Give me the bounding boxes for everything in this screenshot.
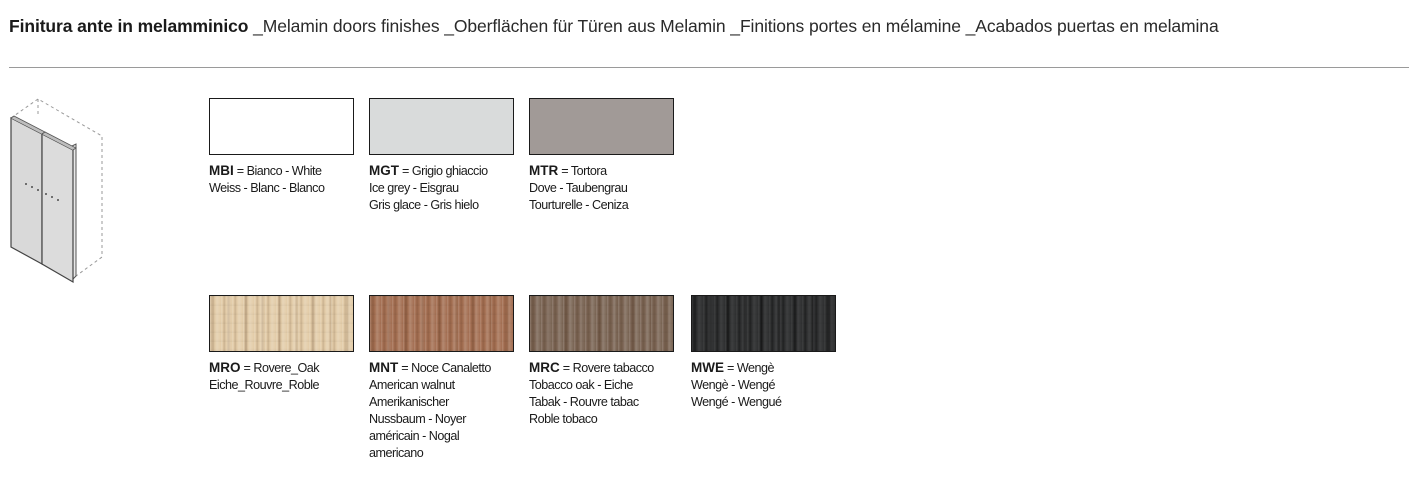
finish-name: = Bianco - White [233,164,322,178]
finish-code: MRO [209,360,241,375]
finish-mnt [369,295,529,462]
finish-translation: Dove - Taubengrau [529,181,628,195]
finish-code: MWE [691,360,724,375]
color-swatch [529,295,674,352]
finish-translation: Tabak - Rouvre tabac [529,395,639,409]
color-swatch [209,98,354,155]
finish-translation: Amerikanischer [369,395,449,409]
finish-translation: Eiche_Rouvre_Roble [209,378,320,392]
finish-code: MNT [369,360,399,375]
finish-translation: Weiss - Blanc - Blanco [209,181,325,195]
finish-caption [691,359,841,411]
finish-name: = Rovere_Oak [240,361,320,375]
finish-name: = Noce Canaletto [398,361,491,375]
finish-mrc [529,295,689,428]
finish-mbi [209,98,369,197]
title-bold: Finitura ante in melamminico [9,16,249,36]
two-door-wardrobe-icon [4,94,114,295]
finish-name: = Grigio ghiaccio [399,164,488,178]
finish-translation: Tourturelle - Ceniza [529,198,629,212]
finish-translation: américain - Nogal [369,429,460,443]
page-title [9,16,1219,37]
finish-caption [369,359,519,462]
finish-mtr [529,98,689,214]
finish-translation: Nussbaum - Noyer [369,412,466,426]
finish-code: MGT [369,163,399,178]
finish-translation: Tobacco oak - Eiche [529,378,633,392]
header-divider [9,67,1409,68]
finish-mro [209,295,369,394]
finish-translation: Wengé - Wengué [691,395,782,409]
finish-caption [529,162,679,214]
color-swatch [369,98,514,155]
finish-translation: americano [369,446,424,460]
finish-code: MBI [209,163,234,178]
title-translations: _Melamin doors finishes _Oberflächen für Türen aus Melamin _Finitions portes en mélamine _Acabados puertas en melamina [248,16,1219,36]
finish-caption [209,162,359,197]
finish-code: MRC [529,360,560,375]
finish-translation: American walnut [369,378,455,392]
finish-name-line [209,359,359,377]
color-swatch [209,295,354,352]
finish-translation: Roble tobaco [529,412,598,426]
finish-translation: Ice grey - Eisgrau [369,181,459,195]
finish-name: = Tortora [558,164,607,178]
finish-code: MTR [529,163,559,178]
finish-name-line [369,162,519,180]
finish-caption [529,359,679,428]
finish-name-line [209,162,359,180]
finish-mwe [691,295,851,411]
finish-name-line [529,162,679,180]
color-swatch [529,98,674,155]
finish-name: = Wengè [724,361,775,375]
finish-name-line [691,359,841,377]
finish-caption [369,162,519,214]
finish-mgt [369,98,529,214]
finish-caption [209,359,359,394]
color-swatch [369,295,514,352]
finish-name-line [369,359,519,377]
finish-translation: Gris glace - Gris hielo [369,198,479,212]
finish-name: = Rovere tabacco [559,361,654,375]
finish-name-line [529,359,679,377]
color-swatch [691,295,836,352]
finish-translation: Wengè - Wengé [691,378,776,392]
